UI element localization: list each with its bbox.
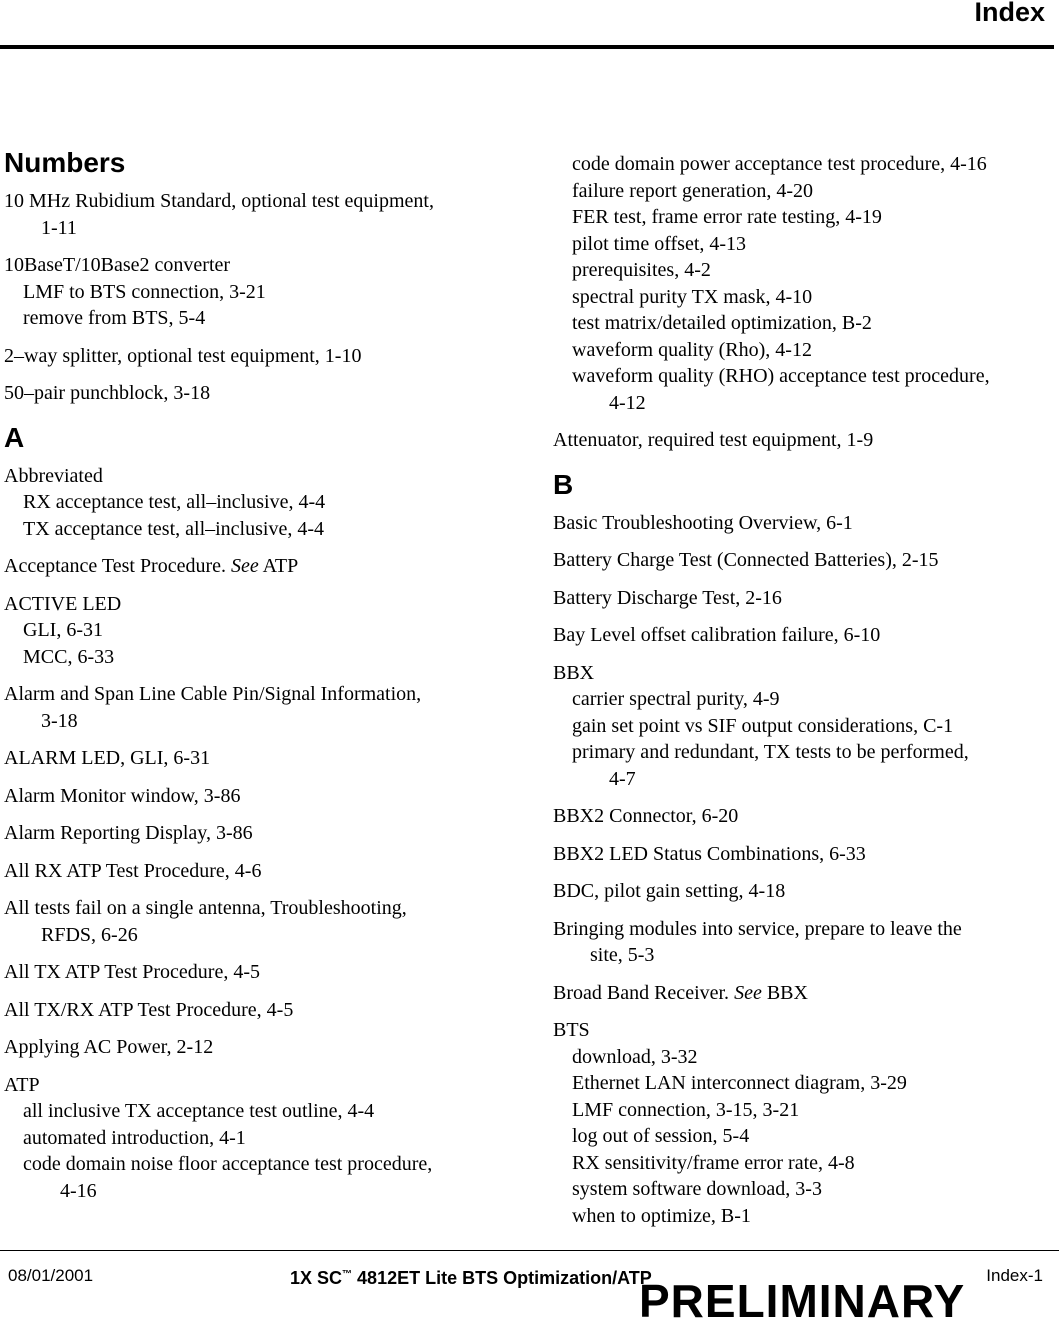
index-entry bbox=[553, 841, 1059, 868]
index-entry bbox=[4, 380, 524, 407]
footer-rule bbox=[0, 1250, 1059, 1251]
index-column-left bbox=[4, 146, 524, 1215]
sub-entry: LMF connection, 3-15, 3-21 bbox=[572, 1098, 800, 1121]
index-entry bbox=[553, 585, 1059, 612]
sub-entry: primary and redundant, TX tests to be performed, bbox=[572, 741, 969, 763]
entry-text: BDC, pilot gain setting, 4-18 bbox=[553, 880, 786, 902]
index-entry bbox=[4, 681, 524, 734]
index-entry bbox=[553, 1017, 1059, 1229]
section-heading-a: A bbox=[4, 421, 25, 453]
sub-entry: test matrix/detailed optimization, B-2 bbox=[572, 312, 872, 334]
entry-text: All TX/RX ATP Test Procedure, 4-5 bbox=[4, 998, 294, 1021]
sub-entry: RX sensitivity/frame error rate, 4-8 bbox=[572, 1151, 855, 1174]
entry-text: Bringing modules into service, prepare to leave the bbox=[553, 917, 962, 940]
footer-page-number: Index-1 bbox=[986, 1266, 1043, 1285]
sub-entry: waveform quality (Rho), 4-12 bbox=[572, 338, 812, 361]
sub-entry: code domain power acceptance test procedure, 4-16 bbox=[572, 153, 987, 175]
entry-continuation: RFDS, 6-26 bbox=[41, 923, 138, 946]
sub-entry: failure report generation, 4-20 bbox=[572, 179, 814, 202]
entry-text bbox=[4, 553, 524, 580]
entry-text: Attenuator, required test equipment, 1-9 bbox=[553, 429, 874, 451]
entry-text: ATP bbox=[4, 1073, 40, 1096]
footer-title-suffix: 4812ET Lite BTS Optimization/ATP bbox=[357, 1268, 652, 1288]
index-entry bbox=[553, 916, 1059, 969]
entry-text: All tests fail on a single antenna, Troubleshooting, bbox=[4, 897, 407, 919]
preliminary-stamp: PRELIMINARY bbox=[639, 1275, 966, 1327]
sub-entry: system software download, 3-3 bbox=[572, 1178, 822, 1200]
sub-entry: spectral purity TX mask, 4-10 bbox=[572, 285, 813, 308]
index-entry bbox=[553, 427, 1059, 454]
footer-date: 08/01/2001 bbox=[8, 1266, 94, 1285]
entry-text: Alarm Monitor window, 3-86 bbox=[4, 784, 241, 807]
entry-text: Alarm and Span Line Cable Pin/Signal Information, bbox=[4, 683, 422, 705]
entry-continuation: site, 5-3 bbox=[590, 944, 655, 966]
entry-text: BTS bbox=[553, 1019, 590, 1041]
entry-text-main: Broad Band Receiver. bbox=[553, 981, 735, 1004]
sub-entry: TX acceptance test, all–inclusive, 4-4 bbox=[23, 517, 324, 540]
footer-document-title bbox=[290, 1268, 652, 1289]
entry-text: All TX ATP Test Procedure, 4-5 bbox=[4, 961, 260, 983]
entry-text: 2–way splitter, optional test equipment, 1-10 bbox=[4, 344, 362, 367]
page-header-title: Index bbox=[974, 0, 1045, 27]
index-entry bbox=[4, 188, 524, 241]
entry-text: Basic Troubleshooting Overview, 6-1 bbox=[553, 511, 853, 534]
sub-entry: gain set point vs SIF output considerations, C-1 bbox=[572, 714, 954, 737]
index-column-right bbox=[553, 151, 1059, 1240]
entry-continuation: 3-18 bbox=[41, 709, 78, 732]
sub-entry: code domain noise floor acceptance test procedure, bbox=[23, 1153, 433, 1175]
trademark-symbol: ™ bbox=[342, 1269, 353, 1280]
index-entry bbox=[4, 463, 524, 543]
entry-text: BBX2 Connector, 6-20 bbox=[553, 805, 739, 827]
entry-text: Abbreviated bbox=[4, 464, 103, 487]
sub-entry: log out of session, 5-4 bbox=[572, 1125, 750, 1147]
sub-entry: LMF to BTS connection, 3-21 bbox=[23, 280, 266, 303]
entry-text-main: Acceptance Test Procedure. bbox=[4, 555, 232, 577]
header-rule bbox=[0, 45, 1054, 49]
section-heading-b: B bbox=[553, 468, 574, 500]
index-entry bbox=[553, 510, 1059, 537]
sub-entry: remove from BTS, 5-4 bbox=[23, 307, 206, 329]
entry-text: Alarm Reporting Display, 3-86 bbox=[4, 822, 253, 844]
entry-text: Applying AC Power, 2-12 bbox=[4, 1036, 214, 1058]
index-entry bbox=[4, 1072, 524, 1205]
sub-entry-continuation: 4-12 bbox=[609, 391, 646, 414]
index-entry bbox=[553, 660, 1059, 793]
see-reference: See bbox=[231, 555, 259, 577]
index-entry bbox=[553, 980, 1059, 1007]
index-entry bbox=[4, 591, 524, 671]
sub-entry: when to optimize, B-1 bbox=[572, 1204, 751, 1227]
entry-text: ALARM LED, GLI, 6-31 bbox=[4, 747, 211, 769]
index-entry bbox=[4, 343, 524, 370]
sub-entry: Ethernet LAN interconnect diagram, 3-29 bbox=[572, 1072, 907, 1094]
entry-continuation: 1-11 bbox=[41, 216, 77, 239]
sub-entry: pilot time offset, 4-13 bbox=[572, 232, 747, 255]
index-entry bbox=[4, 895, 524, 948]
index-entry bbox=[4, 1034, 524, 1061]
index-entry bbox=[4, 959, 524, 986]
index-entry bbox=[4, 820, 524, 847]
index-entry bbox=[4, 252, 524, 332]
index-entry bbox=[4, 553, 524, 580]
sub-entry: carrier spectral purity, 4-9 bbox=[572, 688, 780, 710]
index-entry bbox=[553, 803, 1059, 830]
entry-text-target: BBX bbox=[761, 981, 808, 1004]
sub-entry: waveform quality (RHO) acceptance test procedure, bbox=[572, 365, 990, 387]
sub-entry: MCC, 6-33 bbox=[23, 645, 115, 668]
section-heading-numbers: Numbers bbox=[4, 147, 126, 178]
index-entry bbox=[4, 858, 524, 885]
index-entry bbox=[4, 745, 524, 772]
sub-entry-continuation: 4-7 bbox=[609, 767, 636, 790]
entry-text: 10BaseT/10Base2 converter bbox=[4, 254, 231, 276]
index-entry-continued bbox=[553, 151, 1059, 416]
sub-entry: download, 3-32 bbox=[572, 1045, 698, 1068]
index-entry bbox=[553, 622, 1059, 649]
index-entry bbox=[4, 997, 524, 1024]
sub-entry: automated introduction, 4-1 bbox=[23, 1126, 246, 1149]
sub-entry: all inclusive TX acceptance test outline, 4-4 bbox=[23, 1100, 375, 1122]
entry-text: Bay Level offset calibration failure, 6-10 bbox=[553, 624, 881, 646]
entry-text: ACTIVE LED bbox=[4, 592, 122, 615]
index-entry bbox=[4, 783, 524, 810]
entry-text: Battery Discharge Test, 2-16 bbox=[553, 586, 782, 609]
index-entry bbox=[553, 878, 1059, 905]
sub-entry: prerequisites, 4-2 bbox=[572, 259, 711, 281]
entry-text: BBX2 LED Status Combinations, 6-33 bbox=[553, 842, 866, 865]
entry-text: BBX bbox=[553, 661, 595, 684]
entry-text: Battery Charge Test (Connected Batteries), 2-15 bbox=[553, 549, 939, 571]
sub-entry-continuation: 4-16 bbox=[60, 1179, 97, 1202]
index-entry bbox=[553, 547, 1059, 574]
footer-title-prefix: 1X SC bbox=[290, 1268, 343, 1288]
entry-text-target: ATP bbox=[258, 555, 299, 577]
entry-text bbox=[553, 980, 1059, 1007]
sub-entry: FER test, frame error rate testing, 4-19 bbox=[572, 206, 882, 228]
sub-entry: GLI, 6-31 bbox=[23, 619, 103, 641]
entry-text: 10 MHz Rubidium Standard, optional test equipment, bbox=[4, 190, 434, 212]
sub-entry: RX acceptance test, all–inclusive, 4-4 bbox=[23, 491, 326, 513]
entry-text: All RX ATP Test Procedure, 4-6 bbox=[4, 859, 262, 882]
see-reference: See bbox=[734, 981, 762, 1004]
entry-text: 50–pair punchblock, 3-18 bbox=[4, 382, 211, 404]
